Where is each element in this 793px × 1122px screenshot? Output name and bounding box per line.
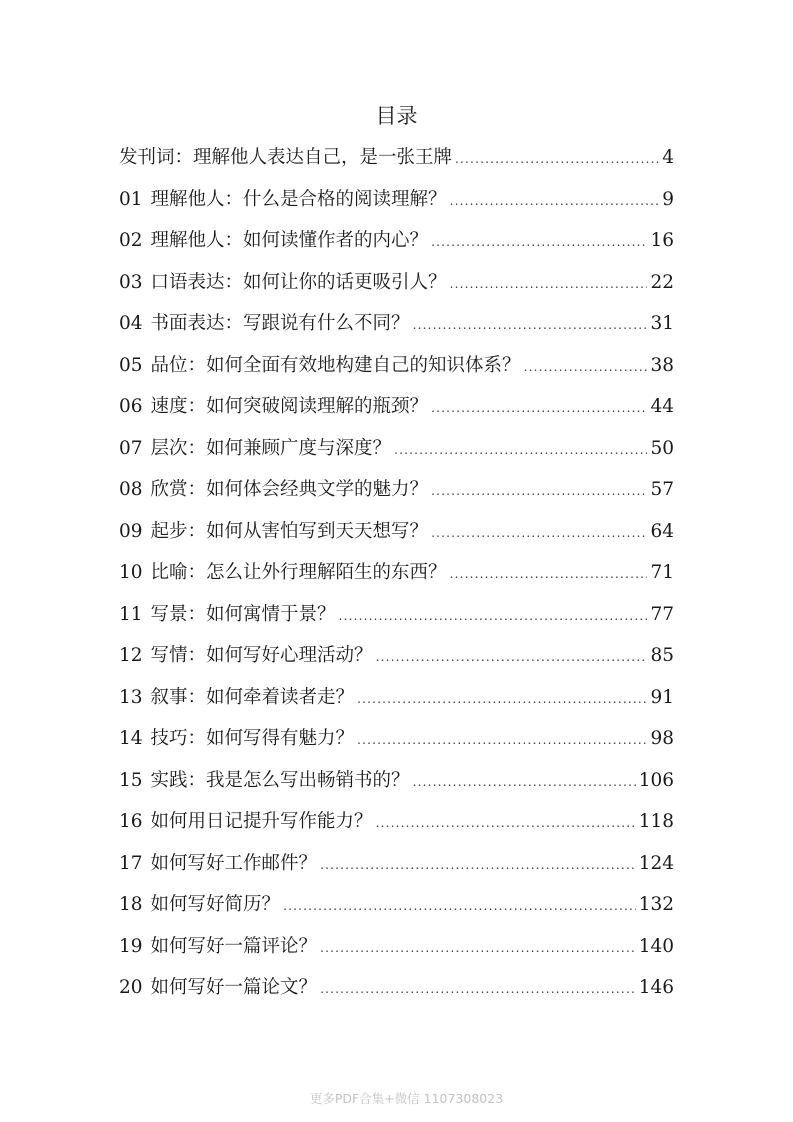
toc-dot-leader [376,650,648,664]
toc-entry-page: 64 [650,520,674,542]
toc-dot-leader [357,733,647,747]
toc-entry-title: 层次：如何兼顾广度与深度？ [150,437,392,459]
toc-entry-title: 写景：如何寓情于景？ [150,603,336,625]
toc-entry-title: 口语表达：如何让你的话更吸引人？ [150,271,447,293]
toc-dot-leader [320,858,636,872]
toc-entry-number: 17 [119,852,143,874]
toc-entry-number: 04 [119,313,143,334]
toc-dot-leader [320,982,636,996]
toc-entry-number: 13 [119,686,143,708]
toc-entry-number: 05 [119,354,143,376]
toc-dot-leader [320,941,636,955]
toc-entry-page: 91 [650,686,674,708]
toc-entry-page: 98 [650,728,674,749]
toc-entry-page: 146 [638,977,674,998]
toc-dot-leader [413,318,648,332]
toc-entry-number: 19 [119,935,143,957]
toc-entry[interactable] [119,849,674,891]
toc-dot-leader [524,360,648,374]
toc-entry-title: 速度：如何突破阅读理解的瓶颈？ [150,396,429,417]
toc-entry-title: 如何写好一篇评论？ [150,935,318,957]
toc-entry-number: 01 [119,188,143,210]
toc-entry-number: 08 [119,479,143,500]
toc-entry-page: 22 [650,271,674,293]
toc-entry[interactable] [119,807,674,849]
toc-entry-page: 106 [638,769,674,791]
toc-entry-page: 4 [662,147,674,168]
toc-entry[interactable] [119,185,674,227]
toc-entry[interactable] [119,683,674,725]
toc-entry[interactable] [119,932,674,974]
toc-entry-title: 比喻：怎么让外行理解陌生的东西？ [150,562,447,583]
toc-entry-title: 如何用日记提升写作能力？ [150,811,373,832]
toc-entry-title: 叙事：如何牵着读者走？ [150,686,355,708]
toc-entry-number: 15 [119,769,143,791]
toc-dot-leader [450,194,660,208]
toc-entry-page: 44 [650,396,674,417]
toc-entry[interactable] [119,766,674,808]
toc-entry-page: 85 [650,645,674,666]
toc-entry[interactable] [119,973,674,1015]
toc-entry[interactable] [119,475,674,517]
toc-dot-leader [357,692,647,706]
toc-entry[interactable] [119,641,674,683]
toc-entry-number: 10 [119,562,143,583]
toc-entry-page: 132 [638,894,674,915]
toc-entry-title: 起步：如何从害怕写到天天想写？ [150,520,429,542]
toc-entry-number: 20 [119,977,143,998]
toc-dot-leader [283,899,636,913]
toc-dot-leader [450,277,648,291]
toc-entry-number: 07 [119,437,143,459]
toc-entry-number: 11 [119,603,143,625]
toc-entry-page: 38 [650,354,674,376]
toc-entry-page: 124 [638,852,674,874]
watermark-footer: 更多PDF合集+微信 1107308023 [309,1091,504,1106]
toc-entry-page: 118 [638,811,674,832]
toc-entry[interactable] [119,309,674,351]
toc-dot-leader [394,443,647,457]
toc-entry-page: 140 [638,935,674,957]
toc-entry[interactable] [119,434,674,476]
toc-entry-page: 9 [662,188,674,210]
toc-entry-number: 14 [119,728,143,749]
toc-entry-title: 理解他人：什么是合格的阅读理解？ [150,188,447,210]
toc-entry-title: 理解他人：如何读懂作者的内心？ [150,230,429,251]
toc-entry-number: 02 [119,230,143,251]
toc-entry-title: 品位：如何全面有效地构建自己的知识体系？ [150,354,521,376]
toc-entry-number: 09 [119,520,143,542]
toc-dot-leader [455,152,659,166]
toc-entry[interactable] [119,517,674,559]
toc-entry-title: 如何写好简历？ [150,894,281,915]
page-title: 目录 [375,104,418,128]
toc-entry-page: 31 [650,313,674,334]
toc-dot-leader [431,484,647,498]
toc-entry[interactable] [119,226,674,268]
toc-entry-number: 16 [119,811,143,832]
toc-dot-leader [431,401,647,415]
toc-entry-number: 18 [119,894,143,915]
toc-entry-page: 57 [650,479,674,500]
toc-entry[interactable] [119,392,674,434]
toc-entry[interactable] [119,558,674,600]
toc-entry-title: 写情：如何写好心理活动？ [150,645,373,666]
toc-entry[interactable] [119,268,674,310]
toc-entry-number: 12 [119,645,143,666]
toc-dot-leader [339,609,648,623]
toc-entry-page: 77 [650,603,674,625]
table-of-contents [119,143,674,1015]
toc-entry-title: 欣赏：如何体会经典文学的魅力？ [150,479,429,500]
toc-entry[interactable] [119,143,674,185]
toc-dot-leader [413,775,636,789]
toc-entry-title: 发刊词：理解他人表达自己，是一张王牌 [119,147,453,168]
toc-entry-page: 16 [650,230,674,251]
toc-entry-page: 50 [650,437,674,459]
toc-entry-title: 书面表达：写跟说有什么不同？ [150,313,410,334]
toc-dot-leader [450,567,648,581]
toc-entry-title: 实践：我是怎么写出畅销书的？ [150,769,410,791]
toc-dot-leader [431,526,647,540]
toc-entry[interactable] [119,351,674,393]
toc-entry-number: 06 [119,396,143,417]
toc-entry-title: 技巧：如何写得有魅力？ [150,728,355,749]
toc-dot-leader [376,816,636,830]
toc-entry[interactable] [119,600,674,642]
toc-entry[interactable] [119,724,674,766]
toc-entry-title: 如何写好工作邮件？ [150,852,318,874]
toc-entry-number: 03 [119,271,143,293]
toc-entry-title: 如何写好一篇论文？ [150,977,318,998]
toc-dot-leader [431,235,647,249]
toc-entry[interactable] [119,890,674,932]
toc-entry-page: 71 [650,562,674,583]
